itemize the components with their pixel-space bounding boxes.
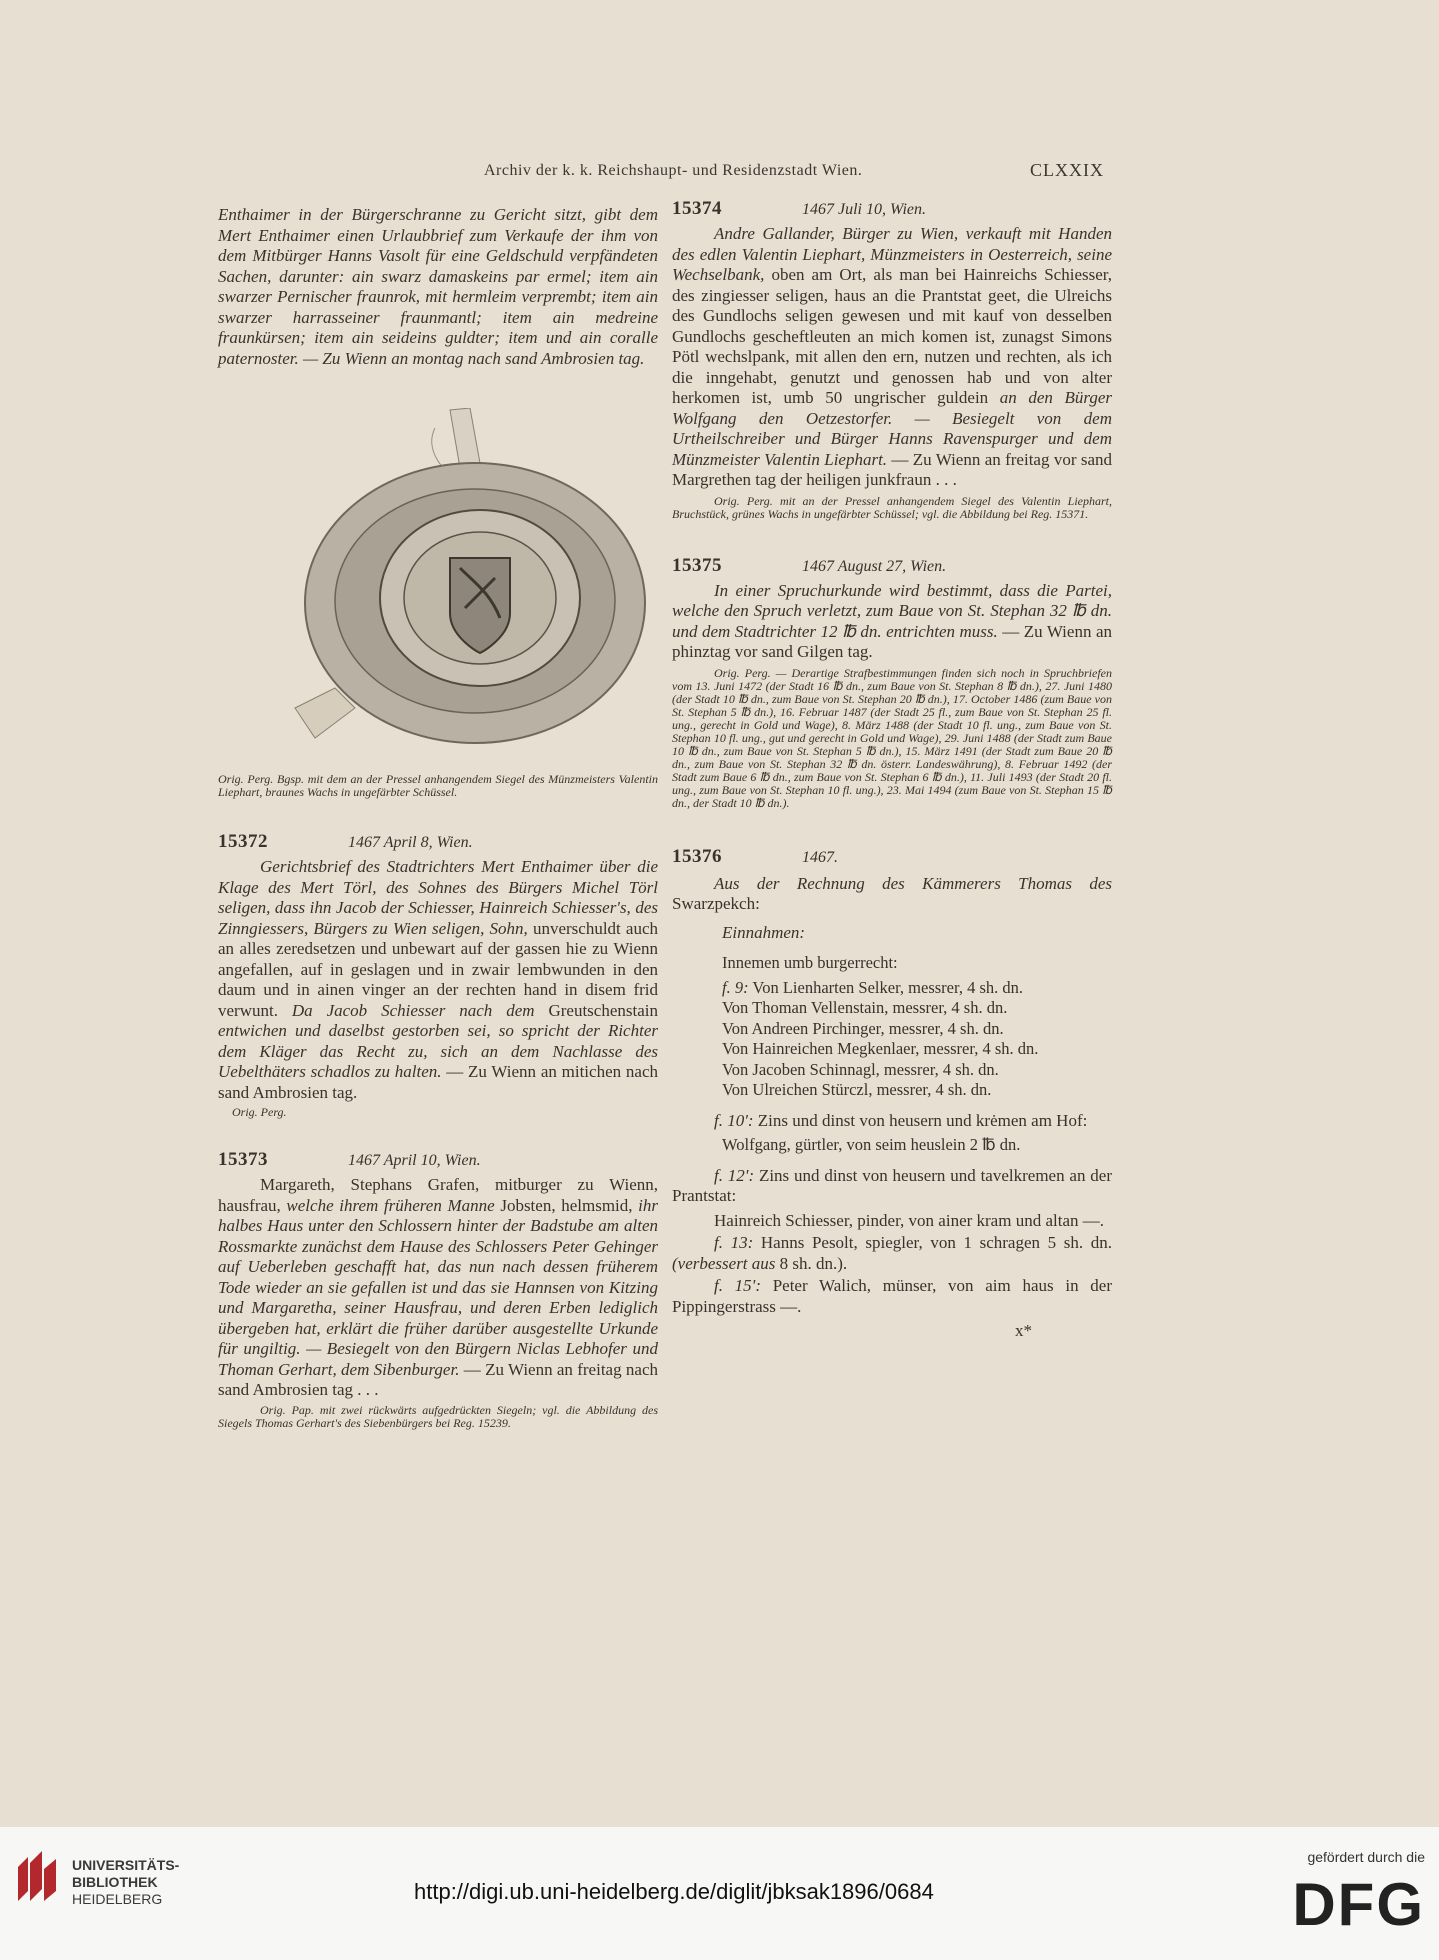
regest-number: 15376 (672, 845, 722, 867)
regest-source: Orig. Perg. mit an der Pressel anhangendem Siegel des Valentin Liephart, Bruchstück, grünes Wachs in ungefärbter Schüssel; vgl. die Abbildung bei Reg. 15371. (672, 493, 1112, 521)
section-einnahmen: Einnahmen: (722, 922, 806, 942)
folio-13: f. 13: Hanns Pesolt, spiegler, von 1 schragen 5 sh. dn. (verbessert aus 8 sh. dn.). (672, 1233, 1112, 1273)
regest-heading (672, 846, 1112, 868)
regest-text: Margareth, Stephans Grafen, mitburger zu Wienn, hausfrau, welche ihrem früheren Manne Jobsten, helmsmid, ihr halbes Haus unter den Schlossern hinter der Badstube am alten Rossmarkte zunächst dem Hause des Schlossers Peter Gehinger auf Ueberleben geschafft hat, das nun nach dessen früherem Tode wieder an sie gefallen ist und das sie Hannsen von Kitzing und Margaretha, seiner Hausfrau, und deren Erben lediglich übergeben hat, erklärt die früher darüber ausgestellte Urkunde für ungiltig. — Besiegelt von den Bürgern Niclas Lebhofer und Thoman Gerhart, dem Sibenburger. — Zu Wienn an freitag nach sand Ambrosien tag . . . (218, 1175, 658, 1399)
regest-date: 1467 April 8, Wien. (348, 834, 473, 851)
regest-source: Orig. Pap. mit zwei rückwärts aufgedrückten Siegeln; vgl. die Abbildung des Siegels Thomas Gerhart's des Siebenbürgers bei Reg. 15239. (218, 1402, 658, 1430)
folio-10: f. 10': Zins und dinst von heusern und krėmen am Hof: (714, 1110, 1088, 1130)
regest-15375 (672, 555, 1112, 810)
regest-text: Andre Gallander, Bürger zu Wien, verkauft mit Handen des edlen Valentin Liephart, Münzmeisters in Oesterreich, seine Wechselbank, oben am Ort, als man bei Hainreichs Schiesser, des zingiesser seligen, haus an die Prantstat geet, die Ulreichs des Gundlochs seligen gewesen und mit kauf von desselben Gundlochs gescheftleuten an mich komen ist, zunagst Simons Pötl wechslpank, mit allen den ern, nutzen und rechten, als ich die inngehabt, genutzt und genossen hab und von alter herkomen ist, umb 50 ungrischer guldein an den Bürger Wolfgang den Oetzestorfer. — Besiegelt von dem Urtheilschreiber und Bürger Hanns Ravenspurger und dem Münzmeister Valentin Liephart. — Zu Wienn an freitag vor sand Margrethen tag der heiligen junkfraun . . . (672, 224, 1112, 489)
page-number: CLXXIX (1030, 160, 1104, 180)
viewer-footer (0, 1827, 1439, 1960)
section-burgerrecht: Innemen umb burgerrecht: (722, 953, 898, 972)
regest-date: 1467 August 27, Wien. (802, 557, 947, 575)
account-line: Von Hainreichen Megkenlaer, messrer, 4 sh. dn. (722, 1039, 1039, 1058)
dfg-logo[interactable]: DFG (1292, 1871, 1425, 1938)
regest-number: 15373 (218, 1149, 268, 1170)
left-column (218, 205, 658, 369)
account-line: Hainreich Schiesser, pinder, von ainer kram und altan —. (714, 1210, 1104, 1230)
signature-mark: x* (1015, 1321, 1032, 1340)
account-line: Von Ulreichen Stürczl, messrer, 4 sh. dn. (722, 1080, 992, 1099)
regest-date: 1467 Juli 10, Wien. (802, 201, 926, 218)
account-line: Von Jacoben Schinnagl, messrer, 4 sh. dn. (722, 1059, 999, 1079)
funded-by-label: gefördert durch die (1307, 1849, 1425, 1865)
account-line: Von Lienharten Selker, messrer, 4 sh. dn. (752, 977, 1023, 997)
regest-15374 (672, 198, 1112, 521)
library-name: UNIVERSITÄTS- BIBLIOTHEK HEIDELBERG (72, 1857, 180, 1907)
regest-number: 15372 (218, 831, 268, 852)
library-logo-icon[interactable] (14, 1849, 64, 1905)
account-line: Von Thoman Vellenstain, messrer, 4 sh. dn. (722, 998, 1008, 1017)
regest-text: Gerichtsbrief des Stadtrichters Mert Enthaimer über die Klage des Mert Törl, des Sohnes des Bürgers Michel Törl seligen, dass ihn Jacob der Schiesser, Hainreich Schiesser's, des Zinngiessers, Bürgers zu Wien seligen, Sohn, unverschuldt auch an alles zeredsetzen und unbewart auf der gassen hie zu Wienn angefallen, auf in geslagen und in zwair lembwunden in den daum und in ainen vinger an der rechten hand in disem frid verwunt. Da Jacob Schiesser nach dem Greutschenstain entwichen und daselbst gestorben sei, so spricht der Richter dem Kläger das Recht zu, sich an dem Nachlasse des Uebelthäters schadlos zu halten. — Zu Wienn an mitichen nach sand Ambrosien tag. (218, 857, 658, 1102)
permalink[interactable]: http://digi.ub.uni-heidelberg.de/diglit/jbksak1896/0684 (414, 1879, 934, 1904)
regest-text: In einer Spruchurkunde wird bestimmt, dass die Partei, welche den Spruch verletzt, zum Baue von St. Stephan 32 ℔ dn. und dem Stadtrichter 12 ℔ dn. entrichten muss. — Zu Wienn an phinztag vor sand Gilgen tag. (672, 580, 1112, 661)
seal-caption: Orig. Perg. Bgsp. mit dem an der Pressel anhangendem Siegel des Münzmeisters Valentin Liephart, braunes Wachs in ungefärbter Schüssel. (218, 772, 658, 799)
folio-12: f. 12': Zins und dinst von heusern und tavelkremen an der Prantstat: (672, 1165, 1112, 1205)
regest-heading (218, 1149, 658, 1171)
seal-illustration (275, 408, 675, 758)
regest-number: 15374 (672, 198, 722, 219)
regest-number: 15375 (672, 554, 722, 576)
account-line: Wolfgang, gürtler, von seim heuslein 2 ℔ dn. (722, 1135, 1021, 1154)
regest-date: 1467. (802, 848, 838, 866)
folio-line: f. 9: Von Lienharten Selker, messrer, 4 sh. dn. (722, 977, 1023, 997)
left-column-lower (218, 773, 658, 1430)
page-header (214, 160, 1114, 186)
regest-heading (672, 198, 1112, 220)
folio-15: f. 15': Peter Walich, münser, von aim haus in der Pippingerstrass —. (672, 1276, 1112, 1316)
regest-date: 1467 April 10, Wien. (348, 1152, 481, 1169)
regest-heading (672, 555, 1112, 577)
regest-source: Orig. Perg. — Derartige Strafbestimmungen finden sich noch in Spruchbriefen vom 13. Juni 1472 (der Stadt 16 ℔ dn., zum Baue von St. Stephan 8 ℔ dn.), 27. Juni 1480 (der Stadt 10 ℔ dn., zum Baue von St. Stephan 20 ℔ dn.), 17. October 1486 (zum Baue von St. Stephan 5 ℔ dn.), 16. Februar 1487 (der Stadt 25 fl., zum Baue von St. Stephan 25 fl. ung., gerecht in Gold und Wage), 8. März 1488 (der Stadt 10 fl. ung., zum Baue von St. Stephan 10 fl. ung., gut und gerecht in Gold und Wage), 29. Juni 1488 (der Stadt zum Baue 10 ℔ dn., zum Baue von St. Stephan 5 ℔ dn.), 15. März 1491 (der Stadt zum Baue 20 ℔ dn., zum Baue von St. Stephan 32 ℔ dn. österr. Landeswährung), 8. Februar 1492 (der Stadt zum Baue 6 ℔ dn., zum Baue von St. Stephan 6 ℔ dn.), 11. Juli 1493 (der Stadt 20 fl. ung., zum Baue von St. Stephan 10 fl. ung.), 23. Mai 1494 (zum Baue von St. Stephan 15 ℔ dn., der Stadt 10 ℔ dn.). (672, 665, 1112, 810)
regest-15372 (218, 831, 658, 1119)
account-line: Von Andreen Pirchinger, messrer, 4 sh. dn. (722, 1018, 1004, 1038)
running-title: Archiv der k. k. Reichshaupt- und Residenzstadt Wien. (484, 162, 863, 179)
regest-source: Orig. Perg. (232, 1105, 287, 1119)
paragraph-15371-end: Enthaimer in der Bürgerschranne zu Gericht sitzt, gibt dem Mert Enthaimer einen Urlaubbrief zum Verkaufe der ihm von dem Mitbürger Hanns Vasolt für eine Geldschuld verpfändeten Sachen, darunter: ain swarz damaskeins par ermel; item ain swarzer Pernischer fraunrok, mit hermleim verprembt; item ain swarzer harrasseiner fraunmantl; item ain medreine fraunkürsen; item ain seideins guldter; item und ain coralle paternoster. — Zu Wienn an montag nach sand Ambrosien tag. (218, 205, 658, 368)
right-column (672, 198, 1112, 1342)
regest-intro: Aus der Rechnung des Kämmerers Thomas des Swarzpekch: (672, 873, 1112, 913)
regest-heading (218, 831, 658, 853)
regest-15373 (218, 1149, 658, 1430)
regest-15376 (672, 846, 1112, 1342)
